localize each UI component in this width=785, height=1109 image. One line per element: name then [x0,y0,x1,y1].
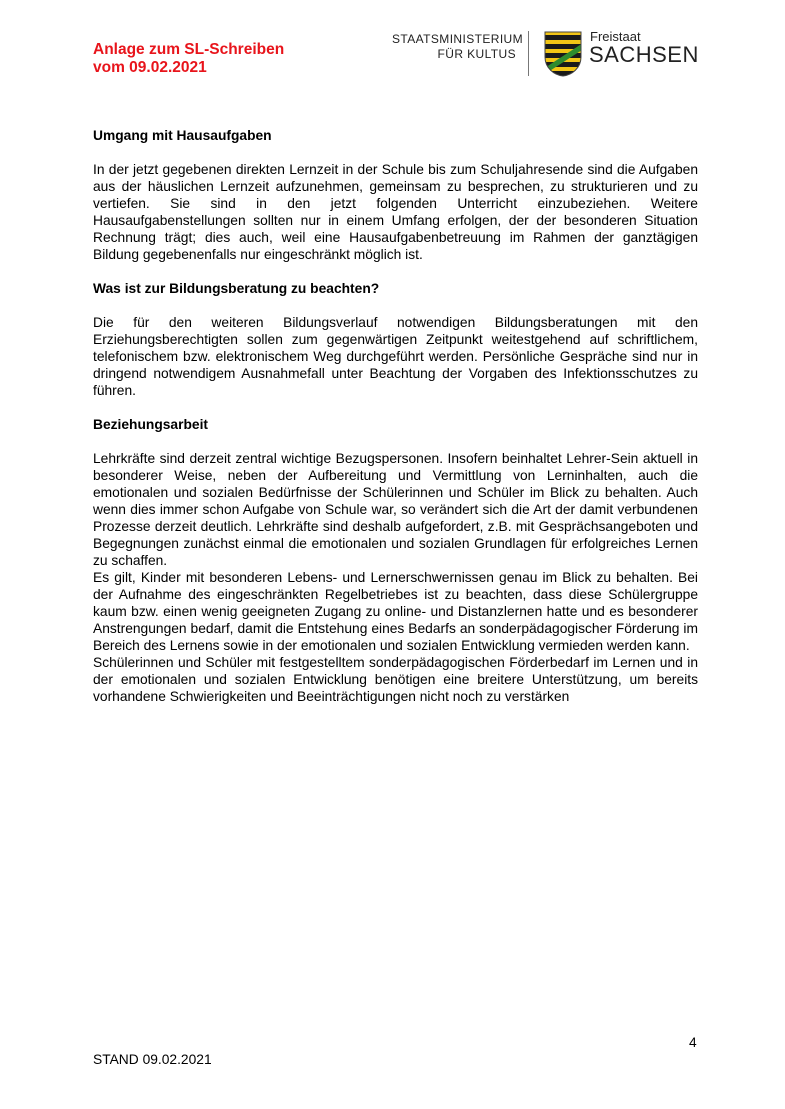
section-heading-homework: Umgang mit Hausaufgaben [93,128,272,143]
paragraph-counseling: Die für den weiteren Bildungsverlauf notwendigen Bildungsberatungen mit den Erziehungsberechtigten sollen zum gegenwärtigen Zeitpunkt weitestgehend auf schriftlichem, telefonischem bzw. elektronischem Weg durchgeführt werden. Persönliche Gespräche sind nur in dringend notwendigem Ausnahmefall unter Beachtung der Vorgaben des Infektionsschutzes zu führen. [93,315,698,398]
section-heading-relationship: Beziehungsarbeit [93,417,208,432]
ministry-line-1: STAATSMINISTERIUM [392,32,524,46]
ministry-line-2: FÜR KULTUS [437,47,516,61]
footer-date: STAND 09.02.2021 [93,1052,212,1067]
annex-line-1: Anlage zum SL-Schreiben [93,41,285,58]
state-label-small: Freistaat [590,29,641,44]
logo-divider [528,31,529,76]
paragraph-homework: In der jetzt gegebenen direkten Lernzeit in der Schule bis zum Schuljahresende sind die Aufgaben aus der häuslichen Lernzeit aufzunehmen, gemeinsam zu besprechen, zu strukturieren und zu vertiefen. Sie sind in den jetzt folgenden Unterricht einzubeziehen. Weitere Hausaufgabenstellungen sollten nur in einem Umfang erfolgen, der der besonderen Situation Rechnung trägt; dies auch, weil eine Hausaufgabenbetreuung im Rahmen der ganztägigen Bildung gegebenenfalls nur eingeschränkt möglich ist. [93,162,698,262]
state-label-large: SACHSEN [589,42,699,67]
annex-line-2: vom 09.02.2021 [93,59,207,76]
paragraph-relationship-1: Lehrkräfte sind derzeit zentral wichtige Bezugspersonen. Insofern beinhaltet Lehrer-Sein aktuell in besonderer Weise, neben der Aufbereitung und Vermittlung von Lerninhalten, auch die emotionalen und sozialen Bedürfnisse der Schülerinnen und Schüler im Blick zu behalten. Auch wenn dies immer schon Aufgabe von Schule war, so verändert sich die Art der damit verbundenen Prozesse derzeit deutlich. Lehrkräfte sind deshalb aufgefordert, z.B. mit Gesprächsangeboten und Begegnungen zunächst einmal die emotionalen und sozialen Grundlagen für erfolgreiches Lernen zu schaffen. [93,451,698,568]
ministry-name [392,32,524,62]
paragraph-relationship-2: Es gilt, Kinder mit besonderen Lebens- und Lernerschwernissen genau im Blick zu behalten. Bei der Aufnahme des eingeschränkten Regelbetriebes ist zu beachten, dass diese Schülergruppe kaum bzw. einen wenig geeigneten Zugang zu online- und Distanzlernen hatte und es besonderer Anstrengungen bedarf, damit die Entstehung eines Bedarfs an sonderpädagogischer Förderung im Bereich des Lernens sowie in der emotionalen und sozialen Entwicklung vermieden werden kann. [93,570,698,653]
annex-label [93,41,284,77]
saxony-coat-of-arms-icon [544,31,582,77]
document-body [93,127,698,705]
paragraph-relationship-3: Schülerinnen und Schüler mit festgestelltem sonderpädagogischen Förderbedarf im Lernen und in der emotionalen und sozialen Entwicklung benötigen eine breitere Unterstützung, um bereits vorhandene Schwierigkeiten und Beeinträchtigungen nicht noch zu verstärken [93,655,698,704]
page-number: 4 [689,1035,697,1050]
section-heading-counseling: Was ist zur Bildungsberatung zu beachten? [93,281,380,296]
